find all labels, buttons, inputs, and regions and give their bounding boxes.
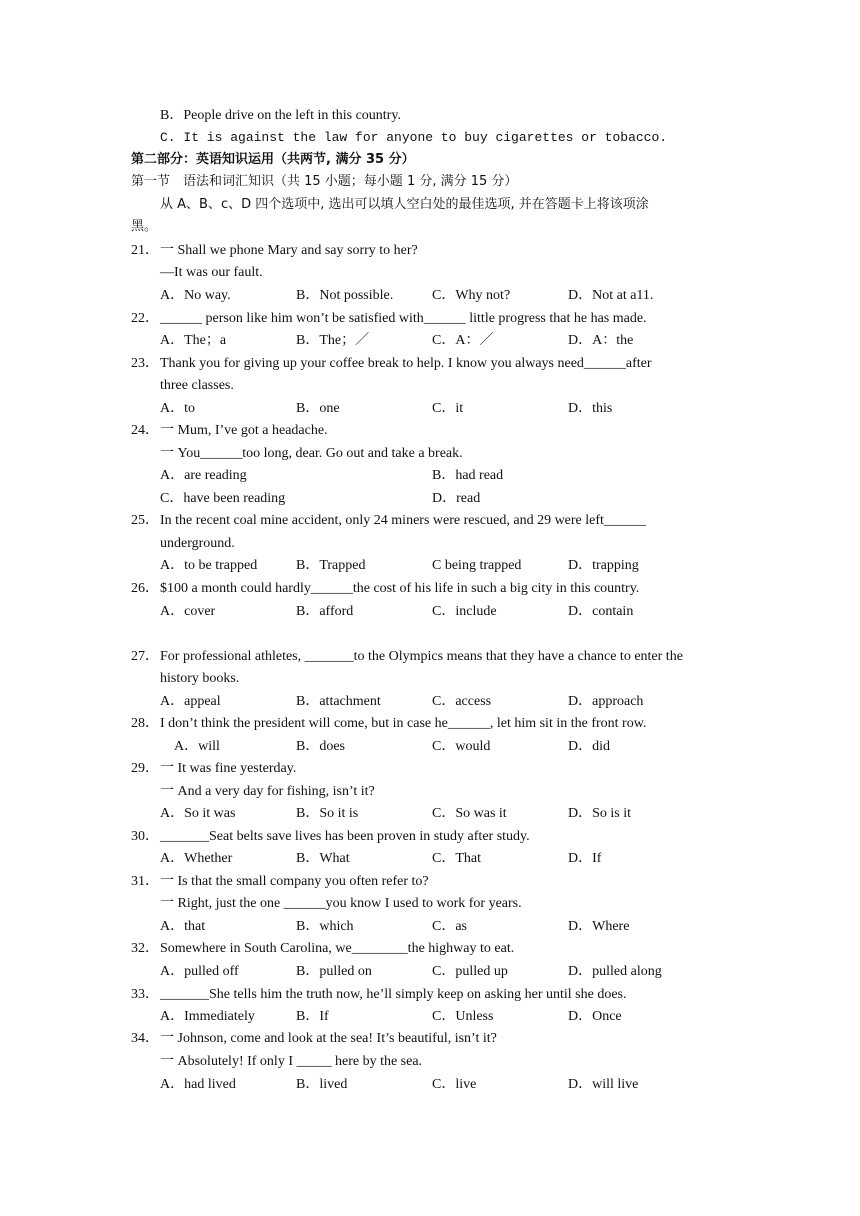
option-d: D．read <box>432 491 481 506</box>
question-number: 34． <box>131 1031 159 1046</box>
option-d: D．pulled along <box>568 964 662 979</box>
option-c: C．Why not? <box>432 288 511 303</box>
question-number: 27． <box>131 649 159 664</box>
question-number: 21． <box>131 243 159 258</box>
option-b: B．Trapped <box>296 558 366 573</box>
prev-option-b: B．People drive on the left in this country. <box>160 108 401 123</box>
option-b: B．one <box>296 401 340 416</box>
question-stem: _______Seat belts save lives has been proven in study after study. <box>160 829 530 844</box>
question-stem: $100 a month could hardly______the cost of his life in such a big city in this country. <box>160 581 640 596</box>
option-d: D．Where <box>568 919 630 934</box>
option-a: A．had lived <box>160 1077 236 1092</box>
question-stem: In the recent coal mine accident, only 24 miners were rescued, and 29 were left______ <box>160 513 646 528</box>
option-a: A．The；a <box>160 333 227 348</box>
option-a: A．that <box>160 919 206 934</box>
question-number: 31． <box>131 874 159 889</box>
option-d: D．approach <box>568 694 644 709</box>
option-a: A．appeal <box>160 694 221 709</box>
option-a: A．are reading <box>160 468 247 483</box>
question-number: 30． <box>131 829 159 844</box>
question-stem: For professional athletes, _______to the Olympics means that they have a chance to enter the <box>160 649 683 664</box>
question-number: 33． <box>131 987 159 1002</box>
option-d: D．So is it <box>568 806 632 821</box>
question-stem-line2: 一 You______too long, dear. Go out and take a break. <box>160 446 463 461</box>
question-stem: 一 It was fine yesterday. <box>160 761 297 776</box>
option-b: B．does <box>296 739 345 754</box>
option-c: C．live <box>432 1077 477 1092</box>
option-d: D．Once <box>568 1009 622 1024</box>
option-a: A．No way. <box>160 288 231 303</box>
question-number: 29． <box>131 761 159 776</box>
option-b: B．The；／ <box>296 333 370 348</box>
option-b: B．had read <box>432 468 504 483</box>
option-c: C being trapped <box>432 558 522 573</box>
option-b: B．What <box>296 851 350 866</box>
option-d: D．Not at a11. <box>568 288 654 303</box>
option-c: C．So was it <box>432 806 507 821</box>
question-stem: 一 Shall we phone Mary and say sorry to her? <box>160 243 418 258</box>
question-stem: _______She tells him the truth now, he’ll simply keep on asking her until she does. <box>160 987 627 1002</box>
question-stem: Somewhere in South Carolina, we________the highway to eat. <box>160 941 515 956</box>
instruction-line-2: 黑。 <box>131 219 158 234</box>
option-c: C．pulled up <box>432 964 508 979</box>
option-a: A．So it was <box>160 806 236 821</box>
option-b: B．Not possible. <box>296 288 394 303</box>
option-d: D．this <box>568 401 613 416</box>
question-stem-line2: history books. <box>160 671 240 686</box>
option-c: C．That <box>432 851 481 866</box>
option-c: C．include <box>432 604 497 619</box>
question-stem: 一 Is that the small company you often refer to? <box>160 874 429 889</box>
question-stem: I don’t think the president will come, but in case he______, let him sit in the front row. <box>160 716 647 731</box>
option-c: C．would <box>432 739 491 754</box>
option-a: A．Immediately <box>160 1009 255 1024</box>
part2-title: 第二部分：英语知识运用（共两节, 满分 35 分） <box>131 152 415 167</box>
option-d: D．will live <box>568 1077 639 1092</box>
option-d: D．trapping <box>568 558 639 573</box>
option-a: A．will <box>174 739 220 754</box>
question-stem-line2: —It was our fault. <box>160 265 263 280</box>
option-c: C．Unless <box>432 1009 494 1024</box>
option-b: B．If <box>296 1009 329 1024</box>
question-stem: 一 Johnson, come and look at the sea! It’s beautiful, isn’t it? <box>160 1031 497 1046</box>
question-stem-line2: three classes. <box>160 378 234 393</box>
option-a: A．pulled off <box>160 964 239 979</box>
option-b: B．which <box>296 919 354 934</box>
question-number: 22． <box>131 311 159 326</box>
option-c: C．as <box>432 919 467 934</box>
section1-title: 第一节 语法和词汇知识（共 15 小题；每小题 1 分, 满分 15 分） <box>131 174 518 189</box>
question-stem-line2: 一 Absolutely! If only I _____ here by the sea. <box>160 1054 423 1069</box>
option-b: B．afford <box>296 604 354 619</box>
question-stem-line2: underground. <box>160 536 235 551</box>
question-stem: 一 Mum, I’ve got a headache. <box>160 423 328 438</box>
option-b: B．attachment <box>296 694 381 709</box>
option-c: C．A：／ <box>432 333 494 348</box>
option-d: D．contain <box>568 604 634 619</box>
question-stem: Thank you for giving up your coffee break to help. I know you always need______after <box>160 356 652 371</box>
option-a: A．cover <box>160 604 216 619</box>
option-a: A．to be trapped <box>160 558 258 573</box>
option-a: A．Whether <box>160 851 233 866</box>
option-d: D．If <box>568 851 602 866</box>
option-c: C．access <box>432 694 492 709</box>
option-b: B．pulled on <box>296 964 372 979</box>
question-stem: ______ person like him won’t be satisfied with______ little progress that he has made. <box>160 311 647 326</box>
instruction-line-1: 从 A、B、c、D 四个选项中, 选出可以填人空白处的最佳选项, 并在答题卡上将该项涂 <box>160 197 649 212</box>
option-a: A．to <box>160 401 195 416</box>
option-d: D．did <box>568 739 610 754</box>
prev-option-c: C. It is against the law for anyone to buy cigarettes or tobacco. <box>160 130 668 145</box>
question-number: 26． <box>131 581 159 596</box>
question-stem-line2: 一 Right, just the one ______you know I used to work for years. <box>160 896 522 911</box>
question-number: 24． <box>131 423 159 438</box>
question-stem-line2: 一 And a very day for fishing, isn’t it? <box>160 784 375 799</box>
option-b: B．lived <box>296 1077 348 1092</box>
question-number: 23． <box>131 356 159 371</box>
option-c: C．have been reading <box>160 491 286 506</box>
question-number: 32． <box>131 941 159 956</box>
option-b: B．So it is <box>296 806 359 821</box>
option-d: D．A：the <box>568 333 634 348</box>
option-c: C．it <box>432 401 464 416</box>
question-number: 28． <box>131 716 159 731</box>
question-number: 25． <box>131 513 159 528</box>
